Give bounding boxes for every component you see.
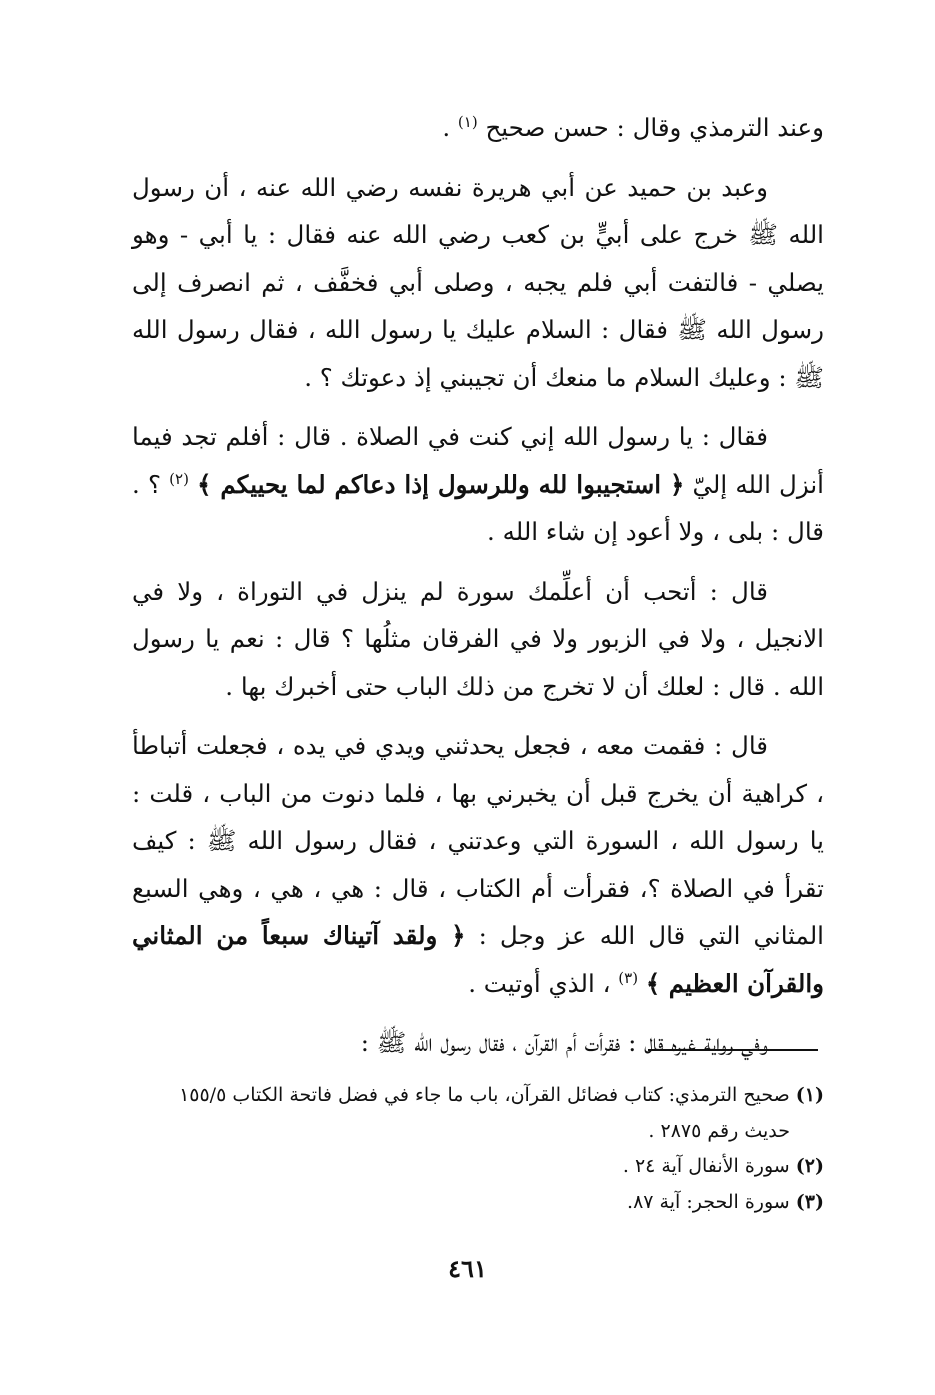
- quran-verse-2: ﴿ ولقد آتيناك سبعاً من المثاني والقرآن العظيم ﴾: [132, 921, 824, 998]
- footnote-ref-1[interactable]: (١): [457, 112, 478, 131]
- footnote-separator: [648, 1049, 818, 1051]
- paragraph-5: [132, 722, 824, 1007]
- footnotes: [132, 1078, 824, 1220]
- paragraph-3: [132, 413, 824, 556]
- paragraph-6-text: وفي رواية غيره قال : فقرأت أم القرآن ، فقال رسول الله ﷺ :: [360, 1028, 768, 1057]
- footnote-1-text: صحيح الترمذي: كتاب فضائل القرآن، باب ما جاء في فضل فاتحة الكتاب ١٥٥/٥: [179, 1084, 790, 1106]
- footnote-3-text: سورة الحجر: آية ٨٧.: [627, 1190, 790, 1213]
- footnote-3: [132, 1185, 824, 1221]
- paragraph-3-tail: ؟ . قال : بلى ، ولا أعود إن شاء الله .: [132, 469, 824, 546]
- footnote-2-text: سورة الأنفال آية ٢٤ .: [622, 1155, 790, 1177]
- paragraph-4-text: قال : أتحب أن أعلِّمك سورة لم ينزل في التوراة ، ولا في الانجيل ، ولا في الزبور ولا في الفرقان مثلُها ؟ قال : نعم يا رسول الله . قال : لعلك أن لا تخرج من ذلك الباب حتى أخبرك بها .: [132, 576, 824, 701]
- footnote-2-number: (٢): [795, 1155, 824, 1177]
- footnote-1-number: (١): [795, 1084, 824, 1106]
- footnote-ref-2[interactable]: (٢): [169, 469, 189, 488]
- footnote-3-number: (٣): [795, 1190, 824, 1213]
- paragraph-2-text: وعبد بن حميد عن أبي هريرة نفسه رضي الله عنه ، أن رسول الله ﷺ خرج على أبيٍّ بن كعب رضي الله عنه فقال : يا أبي - وهو يصلي - فالتفت أبي فلم يجبه ، وصلى أبي فخفَّف ، ثم انصرف إلى رسول الله ﷺ فقال : السلام عليك يا رسول الله ، فقال رسول الله ﷺ : وعليك السلام ما منعك أن تجيبني إذ دعوتك ؟ .: [132, 172, 824, 392]
- quran-verse-1: ﴿ استجيبوا لله وللرسول إذا دعاكم لما يحييكم ﴾: [197, 469, 685, 499]
- footnote-1: [132, 1078, 824, 1114]
- paragraph-1: [132, 104, 824, 152]
- paragraph-4: [132, 568, 824, 711]
- footnote-ref-3[interactable]: (٣): [618, 968, 639, 987]
- footnote-1-continuation: حديث رقم ٢٨٧٥ .: [648, 1119, 790, 1142]
- paragraph-1-text: وعند الترمذي وقال : حسن صحيح: [485, 113, 824, 142]
- footnote-2: [132, 1149, 824, 1185]
- paragraph-5-tail: ، الذي أوتيت .: [468, 968, 619, 998]
- page-number: ٤٦١: [448, 1254, 487, 1283]
- main-text: [132, 104, 824, 1067]
- paragraph-3-text: فقال : يا رسول الله إني كنت في الصلاة . قال : أفلم تجد فيما أنزل الله إليّ: [132, 422, 824, 499]
- paragraph-1-tail: .: [442, 113, 458, 142]
- paragraph-5-text: قال : فقمت معه ، فجعل يحدثني ويدي في يده ، فجعلت أتباطأ ، كراهية أن يخرج قبل أن يخبرني بها ، فلما دنوت من الباب ، قلت : يا رسول الله ، السورة التي وعدتني ، فقال رسول الله ﷺ : كيف تقرأ في الصلاة ؟، فقرأت أم الكتاب ، قال : هي ، هي ، وهي السبع المثاني التي قال الله عز وجل :: [132, 731, 824, 950]
- paragraph-2: [132, 164, 824, 402]
- paragraph-6: [132, 1019, 824, 1067]
